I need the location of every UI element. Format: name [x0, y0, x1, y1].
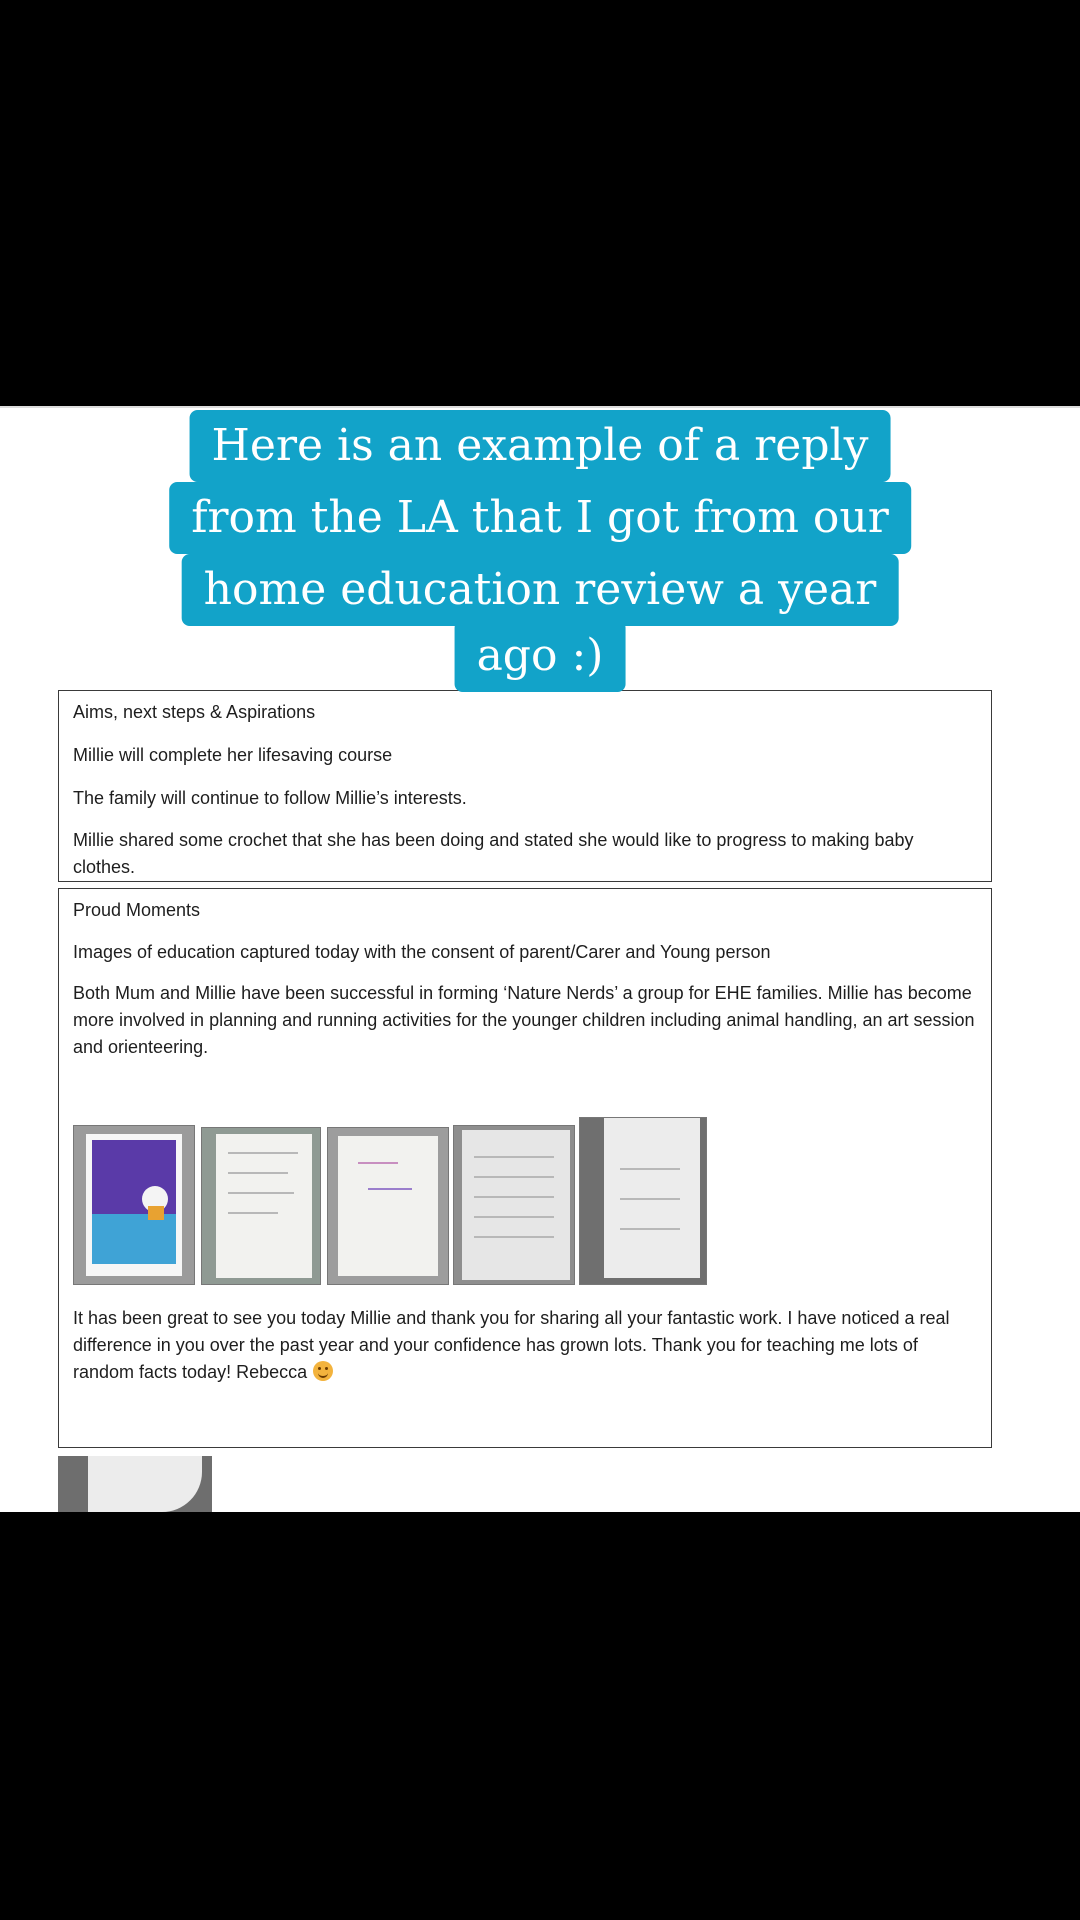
caption-line-4: ago :): [455, 620, 626, 692]
aims-line-interests: The family will continue to follow Millie’s interests.: [73, 788, 467, 808]
aims-line-lifesaving: Millie will complete her lifesaving course: [73, 745, 393, 765]
aims-line-crochet: Millie shared some crochet that she has been doing and stated she would like to progress to making baby clothes.: [73, 830, 914, 877]
caption-line-2: from the LA that I got from our: [169, 482, 911, 554]
education-images: [73, 1117, 733, 1293]
feedback-text: It has been great to see you today Millie and thank you for sharing all your fantastic work. I have noticed a real difference in you over the past year and your confidence has grown lots. Thank you for teaching me lots of random facts today! Rebecca: [73, 1308, 950, 1382]
partial-photo: [58, 1456, 212, 1512]
proud-moments-section: [58, 888, 992, 1448]
certificate-photo: [579, 1117, 707, 1285]
worksheet-photo: [201, 1127, 321, 1285]
aims-heading: Aims, next steps & Aspirations: [73, 702, 316, 722]
proud-heading: Proud Moments: [73, 900, 201, 920]
artwork-photo: [73, 1125, 195, 1285]
proud-line-nature-nerds: Both Mum and Millie have been successful in forming ‘Nature Nerds’ a group for EHE families. Millie has become more involved in planning and running activities for the younger children including animal handling, an art session and orienteering.: [73, 983, 975, 1057]
smiling-face-icon: [313, 1361, 333, 1381]
notebook-photo: [453, 1125, 575, 1285]
proud-line-consent: Images of education captured today with the consent of parent/Carer and Young person: [73, 942, 771, 962]
proud-line-feedback: [73, 1305, 977, 1386]
poster-photo: [327, 1127, 449, 1285]
page-top-divider: [0, 406, 1080, 408]
caption-line-3: home education review a year: [182, 554, 899, 626]
caption-line-1: Here is an example of a reply: [190, 410, 891, 482]
aims-section: [58, 690, 992, 882]
